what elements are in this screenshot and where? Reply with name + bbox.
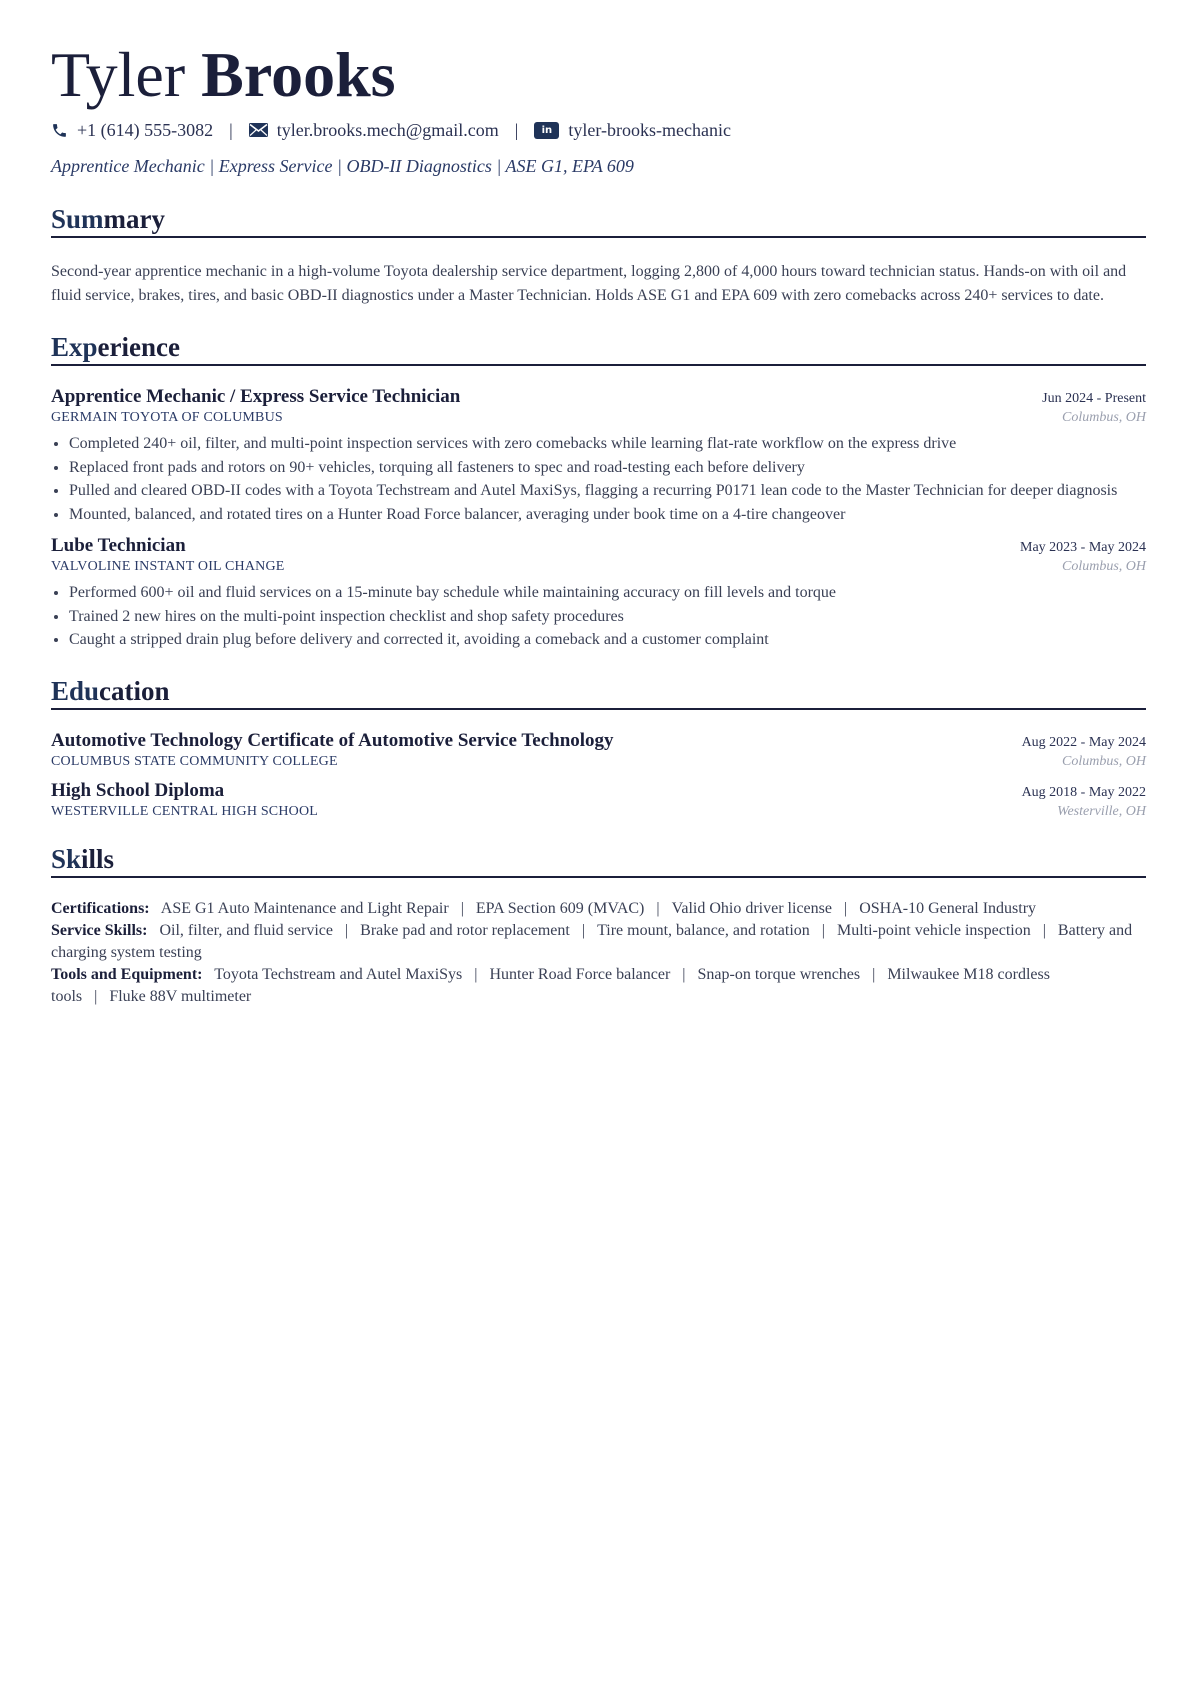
- first-name: Tyler: [51, 39, 186, 110]
- separator: |: [821, 921, 825, 939]
- section-title-skills: [51, 842, 1146, 876]
- experience-section: [51, 330, 1146, 652]
- skill-item: Snap-on torque wrenches: [697, 965, 861, 983]
- degree-title: High School Diploma: [51, 779, 225, 801]
- education-entry: [51, 730, 1146, 770]
- skill-item: OSHA-10 General Industry: [859, 899, 1037, 917]
- candidate-name: [51, 0, 1146, 114]
- title-part: Exp: [51, 332, 98, 362]
- phone-item[interactable]: [51, 120, 213, 141]
- summary-text: Second-year apprentice mechanic in a high-volume Toyota dealership service department, logging 2,800 of 4,000 hours toward technician status. Hands-on with oil and fluid service, brakes, tires, and basic OBD-II diagnostics under a Master Technician. Holds ASE G1 and EPA 609 with zero comebacks across 240+ services to date.: [51, 263, 1127, 304]
- school-location: Westerville, OH: [1057, 803, 1146, 819]
- title-part: Edu: [51, 675, 100, 706]
- experience-entry: [51, 386, 1146, 527]
- separator: |: [514, 119, 519, 140]
- skill-row-service: [51, 920, 1146, 964]
- list-item: • Mounted, balanced, and rotated tires on a Hunter Road Force balancer, averaging under book time on a 4-tire changeover: [69, 503, 1146, 527]
- section-title-education: [51, 674, 1146, 708]
- skill-item: EPA Section 609 (MVAC): [475, 899, 645, 917]
- education-dates: Aug 2018 - May 2022: [1021, 784, 1146, 800]
- list-item: • Replaced front pads and rotors on 90+ vehicles, torquing all fasteners to spec and road-testing each before delivery: [69, 456, 1146, 480]
- section-divider: [51, 236, 1146, 238]
- skill-item: Oil, filter, and fluid service: [159, 921, 333, 939]
- title-part: cation: [99, 675, 170, 706]
- skill-label: Service Skills:: [51, 921, 148, 939]
- headline: Apprentice Mechanic | Express Service | OBD-II Diagnostics | ASE G1, EPA 609: [51, 156, 634, 176]
- separator: |: [460, 899, 464, 917]
- section-divider: [51, 876, 1146, 878]
- separator: |: [94, 987, 98, 1005]
- education-entry: [51, 780, 1146, 820]
- list-item: • Pulled and cleared OBD-II codes with a Toyota Techstream and Autel MaxiSys, flagging a recurring P0171 lean code to the Master Technician for deeper diagnosis: [69, 479, 1146, 503]
- title-part: Sk: [51, 843, 82, 874]
- title-part: mary: [103, 204, 166, 234]
- job-dates: Jun 2024 - Present: [1042, 391, 1146, 406]
- resume-page: [51, 0, 1146, 1008]
- list-item: • Trained 2 new hires on the multi-point inspection checklist and shop safety procedures: [69, 605, 1146, 629]
- job-dates: May 2023 - May 2024: [1020, 539, 1146, 555]
- skill-item: Hunter Road Force balancer: [489, 965, 671, 983]
- skill-item: Tire mount, balance, and rotation: [597, 921, 810, 939]
- section-divider: [51, 708, 1146, 710]
- skill-item: Multi-point vehicle inspection: [836, 921, 1031, 939]
- education-dates: Aug 2022 - May 2024: [1021, 734, 1146, 750]
- mail-icon: [249, 123, 268, 137]
- school-name: COLUMBUS STATE COMMUNITY COLLEGE: [51, 753, 338, 769]
- job-location: Columbus, OH: [1061, 410, 1146, 425]
- skill-row-tools: [51, 964, 1146, 1008]
- last-name: Brooks: [201, 39, 396, 110]
- separator: |: [656, 899, 660, 917]
- school-name: WESTERVILLE CENTRAL HIGH SCHOOL: [51, 803, 319, 819]
- education-section: [51, 674, 1146, 820]
- skill-item: Brake pad and rotor replacement: [360, 921, 570, 939]
- list-item: • Caught a stripped drain plug before delivery and corrected it, avoiding a comeback and a customer complaint: [69, 628, 1146, 652]
- phone-number: +1 (614) 555-3082: [77, 119, 214, 140]
- skills-list: [51, 898, 1146, 1008]
- title-part: erience: [97, 332, 180, 362]
- job-bullets: [51, 581, 1146, 652]
- phone-icon: [51, 122, 68, 139]
- separator: |: [344, 921, 349, 939]
- skill-item: Valid Ohio driver license: [671, 899, 832, 917]
- linkedin-item[interactable]: [534, 120, 731, 141]
- separator: |: [229, 119, 233, 140]
- title-part: ills: [81, 843, 115, 874]
- employer: VALVOLINE INSTANT OIL CHANGE: [51, 558, 285, 574]
- separator: |: [872, 965, 876, 983]
- section-title-experience: [51, 330, 1146, 364]
- separator: |: [1042, 921, 1046, 939]
- separator: |: [474, 965, 478, 983]
- list-item: • Completed 240+ oil, filter, and multi-point inspection services with zero comebacks while learning flat-rate workflow on the express drive: [69, 432, 1146, 456]
- list-item: • Performed 600+ oil and fluid services on a 15-minute bay schedule while maintaining accuracy on fill levels and torque: [69, 581, 1146, 605]
- contact-row: [51, 118, 1146, 142]
- skill-item: Battery and charging system testing: [51, 921, 1133, 961]
- job-title: Apprentice Mechanic / Express Service Technician: [51, 386, 461, 407]
- skill-item: ASE G1 Auto Maintenance and Light Repair: [160, 899, 449, 917]
- separator: |: [581, 921, 586, 939]
- separator: |: [843, 899, 848, 917]
- section-title-summary: [51, 202, 1146, 236]
- email-item[interactable]: [249, 120, 499, 141]
- skill-item: Milwaukee M18 cordless tools: [51, 965, 1050, 1005]
- skill-label: Certifications:: [51, 899, 150, 917]
- skill-label: Tools and Equipment:: [51, 965, 203, 983]
- email-address: tyler.brooks.mech@gmail.com: [276, 119, 499, 140]
- title-part: Sum: [51, 204, 104, 234]
- degree-title: Automotive Technology Certificate of Automotive Service Technology: [51, 729, 614, 751]
- skill-item: Toyota Techstream and Autel MaxiSys: [214, 965, 463, 983]
- skill-row-certifications: [51, 898, 1146, 920]
- experience-entry: [51, 535, 1146, 652]
- separator: |: [682, 965, 686, 983]
- linkedin-icon: in: [534, 122, 559, 139]
- school-location: Columbus, OH: [1061, 753, 1146, 769]
- job-title: Lube Technician: [51, 534, 186, 556]
- job-bullets: [51, 432, 1146, 527]
- skills-section: [51, 842, 1146, 1008]
- linkedin-handle: tyler-brooks-mechanic: [568, 119, 731, 140]
- summary-section: [51, 202, 1146, 308]
- section-divider: [51, 364, 1146, 366]
- job-location: Columbus, OH: [1061, 558, 1146, 574]
- skill-item: Fluke 88V multimeter: [109, 987, 252, 1005]
- employer: GERMAIN TOYOTA OF COLUMBUS: [51, 410, 283, 425]
